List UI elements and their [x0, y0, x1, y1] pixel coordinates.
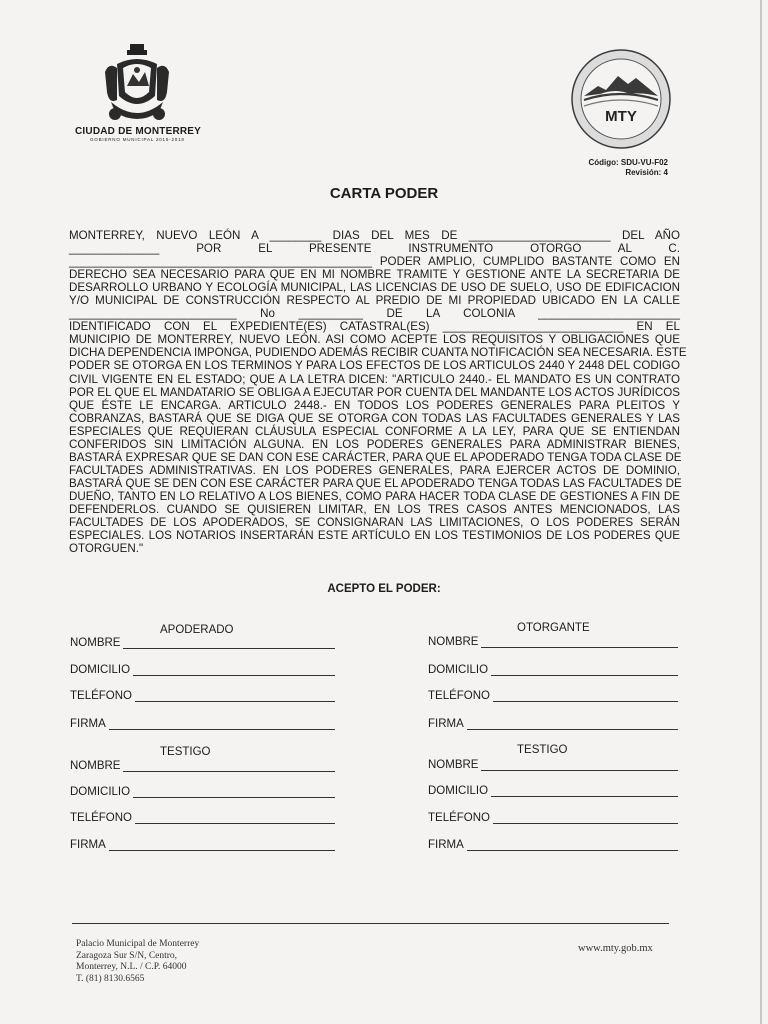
- field-label: DOMICILIO: [70, 664, 131, 676]
- footer-website-link[interactable]: www.mty.gob.mx: [578, 943, 653, 954]
- field-label: FIRMA: [428, 839, 464, 851]
- body-line: MUNICIPIO DE MONTERREY, NUEVO LEÓN. ASI COMO ACEPTE LOS REQUISITOS Y OBLIGACIONES QUE: [69, 333, 680, 347]
- body-line: FACULTADES DE LOS APODERADOS, SE CONSIGNARAN LAS LIMITACIONES, O LOS PODERES SERÁN: [69, 516, 680, 530]
- body-line: CIVIL VIGENTE EN EL ESTADO; QUE A LA LETRA DICEN: "ARTICULO 2440.- EL MANDATO ES UN CONTRATO: [69, 372, 680, 386]
- signature-line[interactable]: [493, 700, 678, 702]
- government-period: GOBIERNO MUNICIPAL 2015-2018: [90, 137, 185, 142]
- body-line: OTORGUEN.": [69, 542, 144, 556]
- field-label: TELÉFONO: [428, 812, 490, 824]
- testigo-right-nombre-field[interactable]: [428, 759, 678, 771]
- body-line: DESARROLLO URBANO Y ECOLOGÍA MUNICIPAL, LAS LICENCIAS DE USO DE SUELO, USO DE EDIFICACION: [69, 281, 680, 295]
- address-line: Zaragoza Sur S/N, Centro,: [76, 950, 178, 961]
- signature-line[interactable]: [133, 796, 335, 798]
- signature-line[interactable]: [135, 700, 335, 702]
- signature-line[interactable]: [467, 728, 678, 730]
- apoderado-nombre-field[interactable]: [70, 637, 335, 649]
- otorgante-heading: OTORGANTE: [517, 622, 590, 634]
- address-line: T. (81) 8130.6565: [76, 973, 145, 984]
- field-label: TELÉFONO: [70, 812, 132, 824]
- body-line: POR EL QUE EL MANDATARIO SE OBLIGA A EJECUTAR POR CUENTA DEL MANDANTE LOS ACTOS JURÍDICOS: [69, 385, 680, 399]
- otorgante-domicilio-field[interactable]: [428, 664, 678, 676]
- body-line: IDENTIFICADO CON EL EXPEDIENTE(ES) CATASTRAL(ES) ____________________________ EN EL: [69, 320, 680, 334]
- testigo-right-heading: TESTIGO: [517, 744, 568, 756]
- mty-badge: [570, 48, 672, 155]
- signature-line[interactable]: [109, 728, 335, 730]
- signature-line[interactable]: [481, 646, 678, 648]
- footer-address: [76, 939, 199, 985]
- body-line: DEFENDERLOS. CUANDO SE QUISIEREN LIMITAR, EN LOS TRES CASOS ANTES MENCIONADOS, LAS: [69, 502, 680, 516]
- otorgante-firma-field[interactable]: [428, 718, 678, 730]
- body-line: COBRANZAS, BASTARÁ QUE SE DIGA QUE SE OTORGA CON TODAS LAS FACULTADES GENERALES Y LAS: [69, 411, 680, 425]
- field-label: FIRMA: [70, 718, 106, 730]
- body-line: DERECHO SEA NECESARIO PARA QUE EN MI NOMBRE TRAMITE Y GESTIONE ANTE LA SECRETARIA DE: [69, 268, 680, 282]
- field-label: NOMBRE: [70, 637, 121, 649]
- apoderado-telefono-field[interactable]: [70, 690, 335, 702]
- field-label: NOMBRE: [428, 759, 479, 771]
- field-label: DOMICILIO: [428, 785, 489, 797]
- body-line: FACULTADES ADMINISTRATIVAS. EN LOS PODERES GENERALES, PARA EJERCER ACTOS DE DOMINIO,: [69, 463, 680, 477]
- otorgante-telefono-field[interactable]: [428, 690, 678, 702]
- signature-line[interactable]: [135, 822, 335, 824]
- testigo-left-firma-field[interactable]: [70, 839, 335, 851]
- mty-badge-text: MTY: [605, 108, 637, 125]
- document-title: CARTA PODER: [329, 185, 439, 202]
- signature-line[interactable]: [493, 822, 678, 824]
- testigo-left-nombre-field[interactable]: [70, 760, 335, 772]
- testigo-left-telefono-field[interactable]: [70, 812, 335, 824]
- signature-line[interactable]: [467, 849, 678, 851]
- coat-of-arms-icon: [103, 42, 171, 124]
- city-name: CIUDAD DE MONTERREY: [75, 126, 202, 137]
- body-line: ESPECIALES. LOS NOTARIOS INSERTARÁN ESTE ARTÍCULO EN LOS TESTIMONIOS DE LOS PODERES QUE: [69, 529, 680, 543]
- field-label: TELÉFONO: [428, 690, 490, 702]
- document-revision: Revisión: 4: [625, 168, 668, 177]
- body-line: ______________ POR EL PRESENTE INSTRUMENTO OTORGO AL C.: [69, 242, 680, 256]
- body-line: PODER SE OTORGA EN LOS TERMINOS Y PARA LOS EFECTOS DE LOS ARTICULOS 2440 Y 2448 DEL CODIGO: [69, 359, 680, 373]
- body-line: _______________________________________________ PODER AMPLIO, CUMPLIDO BASTANTE COMO EN: [69, 255, 680, 269]
- field-label: DOMICILIO: [428, 664, 489, 676]
- body-line: CONFERIDOS SIN LIMITACIÓN ALGUNA. EN LOS PODERES GENERALES PARA ADMINISTRAR BIENES,: [69, 437, 680, 451]
- accept-label: ACEPTO EL PODER:: [327, 583, 441, 595]
- body-line: ESPECIALES QUE REQUIERAN CLÁUSULA ESPECIAL CONFORME A LA LEY, PARA QUE SE ENTIENDAN: [69, 424, 680, 438]
- signature-line[interactable]: [123, 647, 335, 649]
- testigo-right-domicilio-field[interactable]: [428, 785, 678, 797]
- field-label: NOMBRE: [428, 636, 479, 648]
- address-line: Monterrey, N.L. / C.P. 64000: [76, 962, 187, 972]
- testigo-left-domicilio-field[interactable]: [70, 786, 335, 798]
- signature-line[interactable]: [133, 674, 335, 676]
- signature-line[interactable]: [109, 849, 335, 851]
- body-line: __________________________ No __________ DE LA COLONIA ______________________: [69, 307, 680, 321]
- field-label: FIRMA: [428, 718, 464, 730]
- field-label: TELÉFONO: [70, 690, 132, 702]
- document-body: [69, 229, 687, 556]
- testigo-left-heading: TESTIGO: [160, 746, 211, 758]
- footer-divider: [72, 923, 669, 924]
- apoderado-firma-field[interactable]: [70, 718, 335, 730]
- body-line: BASTARÁ QUE SE DEN CON ESE CARÁCTER PARA QUE EL APODERADO TENGA TODAS LAS FACULTADES DE: [69, 476, 682, 490]
- body-line: MONTERREY, NUEVO LEÓN A ________ DIAS DEL MES DE ______________________ DEL AÑO: [69, 229, 680, 242]
- document-codes: [560, 158, 668, 178]
- body-line: QUE ÉSTE LE ENCARGA. ARTICULO 2448.- EN TODOS LOS PODERES GENERALES PARA PLEITOS Y: [69, 398, 680, 412]
- apoderado-domicilio-field[interactable]: [70, 664, 335, 676]
- page-edge: [760, 0, 762, 1024]
- document-code: Código: SDU-VU-F02: [588, 158, 668, 167]
- body-line: DUEÑO, TANTO EN LO RELATIVO A LOS BIENES, COMO PARA HACER TODA CLASE DE GESTIONES A FIN DE: [69, 489, 680, 503]
- signature-line[interactable]: [123, 770, 335, 772]
- field-label: DOMICILIO: [70, 786, 131, 798]
- body-line: Y/O MUNICIPAL DE CONSTRUCCIÓN RESPECTO AL PREDIO DE MI PROPIEDAD UBICADO EN LA CALLE: [69, 294, 680, 308]
- testigo-right-firma-field[interactable]: [428, 839, 678, 851]
- mty-logo-icon: [570, 48, 672, 150]
- testigo-right-telefono-field[interactable]: [428, 812, 678, 824]
- field-label: NOMBRE: [70, 760, 121, 772]
- city-logo: [75, 42, 205, 142]
- address-line: Palacio Municipal de Monterrey: [76, 939, 200, 949]
- signature-line[interactable]: [481, 769, 678, 771]
- field-label: FIRMA: [70, 839, 106, 851]
- signature-line[interactable]: [491, 674, 678, 676]
- signature-line[interactable]: [491, 795, 678, 797]
- body-line: BASTARÁ EXPRESAR QUE SE DAN CON ESE CARÁCTER, PARA QUE EL APODERADO TENGA TODA CLASE DE: [69, 450, 682, 464]
- apoderado-heading: APODERADO: [160, 624, 234, 636]
- body-line: DICHA DEPENDENCIA IMPONGA, PUDIENDO ADEMÁS RECIBIR CUANTA NOTIFICACIÓN SEA NECESARIA. ESTE: [69, 346, 687, 360]
- otorgante-nombre-field[interactable]: [428, 636, 678, 648]
